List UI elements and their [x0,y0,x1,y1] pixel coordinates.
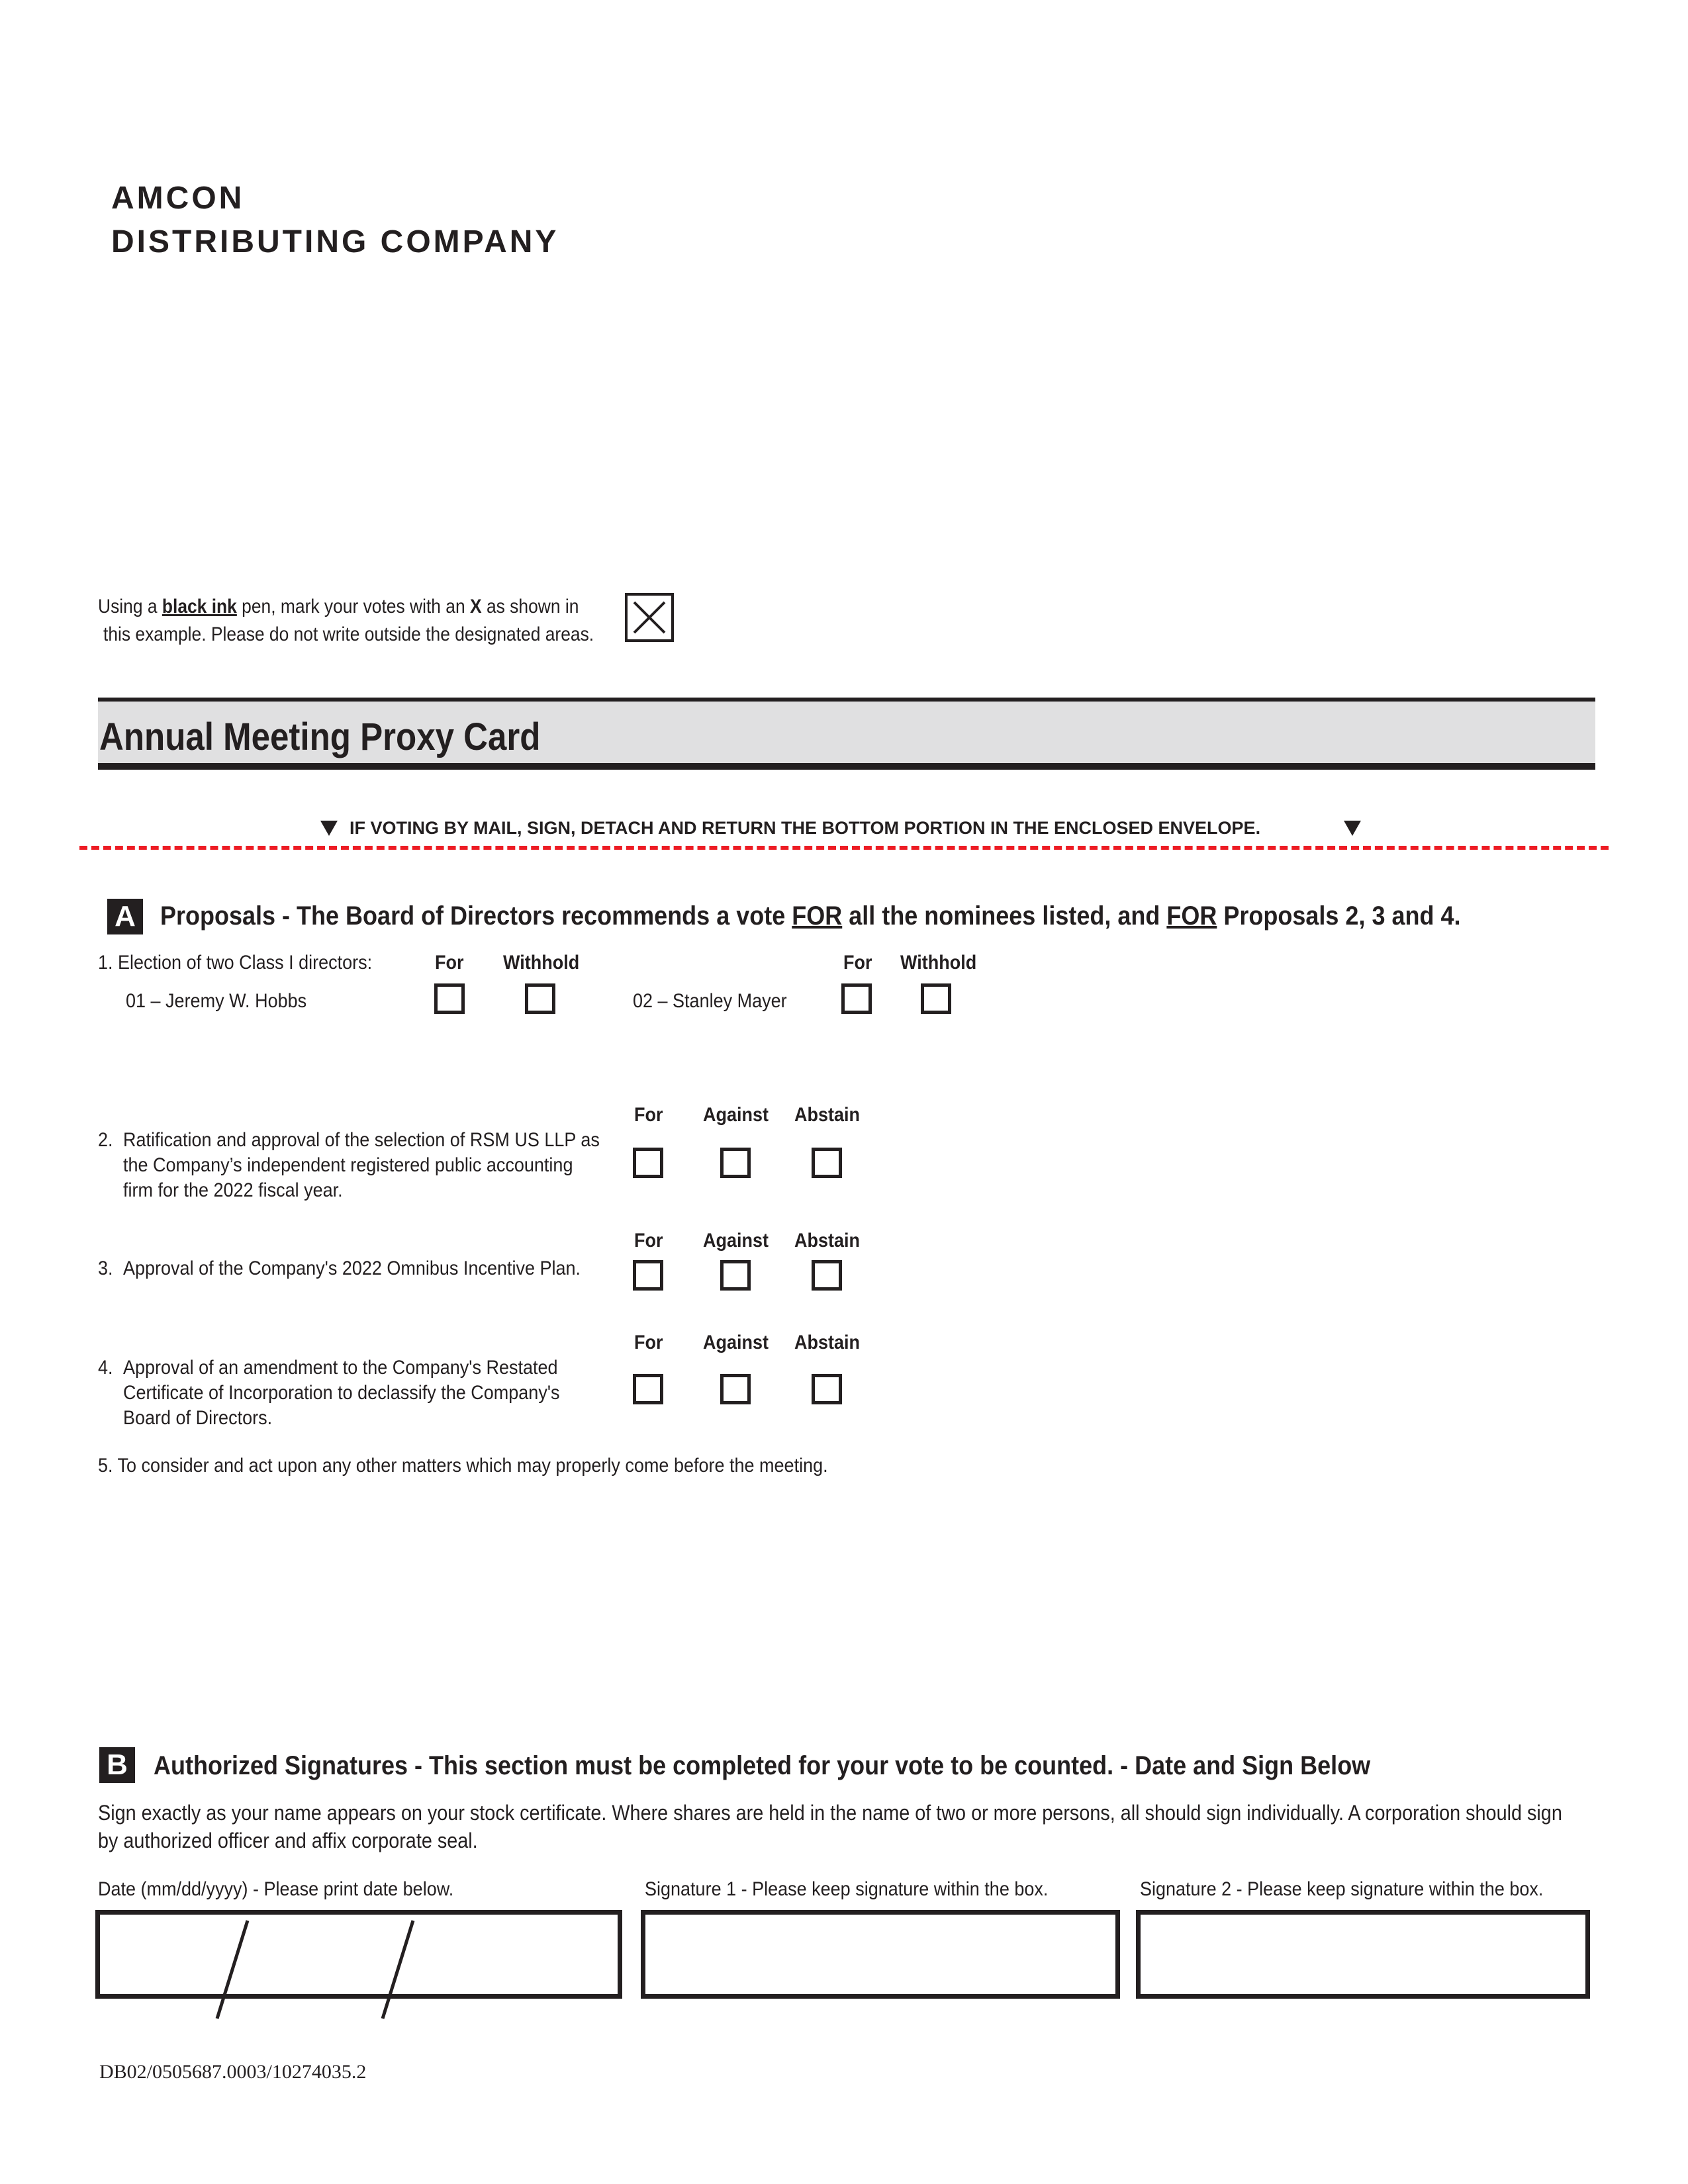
section-b-heading: Authorized Signatures - This section must be completed for your vote to be counted. - Date and Sign Below [154,1751,1371,1780]
col-against-header: Against [703,1104,769,1126]
proposal-3-against-checkbox[interactable] [720,1260,751,1291]
section-b-body-line1: Sign exactly as your name appears on your stock certificate. Where shares are held in the name of two or more persons, all should sign individually. A corporation should sign [98,1801,1562,1825]
proposal-4-text-line2: Certificate of Incorporation to declassify the Company's [123,1382,560,1404]
proposal-4-abstain-checkbox[interactable] [812,1374,842,1404]
signature-2-label: Signature 2 - Please keep signature within the box. [1140,1878,1544,1900]
date-separator-slash [371,1917,424,2023]
nominee-2-name: 02 – Stanley Mayer [633,990,787,1012]
proposal-2-number: 2. [98,1129,113,1151]
date-field[interactable] [95,1910,622,1999]
signature-1-field[interactable] [641,1910,1120,1999]
section-b-letter: B [99,1747,135,1783]
x-mark-icon [628,596,671,639]
nominee-2-for-checkbox[interactable] [841,983,872,1014]
nominee-1-for-checkbox[interactable] [434,983,465,1014]
detach-line [79,846,1609,850]
proposal-2-text-line3: firm for the 2022 fiscal year. [123,1179,343,1201]
proposal-4-for-checkbox[interactable] [633,1374,663,1404]
col-abstain-header: Abstain [794,1230,861,1251]
col-withhold-header: Withhold [503,952,580,974]
proposal-3-for-checkbox[interactable] [633,1260,663,1291]
nominee-1-name: 01 – Jeremy W. Hobbs [126,990,307,1012]
proposal-2-abstain-checkbox[interactable] [812,1148,842,1178]
nominee-2-withhold-checkbox[interactable] [921,983,951,1014]
date-separator-slash [205,1917,258,2023]
col-abstain-header: Abstain [794,1332,861,1353]
black-ink-emphasis: black ink [162,596,237,617]
col-for-header: For [435,952,464,974]
section-a-letter: A [107,899,143,934]
company-name-line1: AMCON [111,181,245,216]
mail-instructions: IF VOTING BY MAIL, SIGN, DETACH AND RETURN THE BOTTOM PORTION IN THE ENCLOSED ENVELOPE. [350,818,1261,838]
proposal-4-text-line3: Board of Directors. [123,1407,273,1429]
col-for-header: For [634,1104,663,1126]
proposal-5-text: 5. To consider and act upon any other matters which may properly come before the meeting. [98,1455,828,1477]
col-withhold-header: Withhold [900,952,977,974]
proposal-3-abstain-checkbox[interactable] [812,1260,842,1291]
date-label: Date (mm/dd/yyyy) - Please print date below. [98,1878,454,1900]
col-for-header: For [843,952,872,974]
proposal-4-against-checkbox[interactable] [720,1374,751,1404]
signature-1-label: Signature 1 - Please keep signature within the box. [645,1878,1049,1900]
col-for-header: For [634,1230,663,1251]
company-name-line2: DISTRIBUTING COMPANY [111,224,559,259]
col-for-header: For [634,1332,663,1353]
proposal-2-text-line1: Ratification and approval of the selection of RSM US LLP as [123,1129,600,1151]
example-x-mark-box [625,593,674,642]
nominee-1-withhold-checkbox[interactable] [525,983,555,1014]
proposal-2-against-checkbox[interactable] [720,1148,751,1178]
instructions-line1: Using a black ink pen, mark your votes with an X as shown in [98,596,579,617]
proposal-4-number: 4. [98,1357,113,1379]
col-against-header: Against [703,1332,769,1353]
title-bottom-rule [98,763,1595,770]
col-abstain-header: Abstain [794,1104,861,1126]
proposal-3-number: 3. [98,1257,113,1279]
proposal-1-label: 1. Election of two Class I directors: [98,952,373,974]
proposal-2-text-line2: the Company’s independent registered public accounting [123,1154,573,1176]
section-a-heading: Proposals - The Board of Directors recommends a vote FOR all the nominees listed, and FOR Proposals 2, 3 and 4. [160,901,1461,931]
proposal-2-for-checkbox[interactable] [633,1148,663,1178]
proposal-3-text: Approval of the Company's 2022 Omnibus Incentive Plan. [123,1257,581,1279]
instructions-line2: this example. Please do not write outside the designated areas. [103,623,594,645]
signature-2-field[interactable] [1136,1910,1590,1999]
down-triangle-icon [1344,821,1361,836]
col-against-header: Against [703,1230,769,1251]
card-title: Annual Meeting Proxy Card [99,715,541,758]
section-b-body-line2: by authorized officer and affix corporate seal. [98,1829,478,1852]
down-triangle-icon [320,821,338,836]
proposal-4-text-line1: Approval of an amendment to the Company's Restated [123,1357,558,1379]
document-id: DB02/0505687.0003/10274035.2 [99,2061,367,2083]
